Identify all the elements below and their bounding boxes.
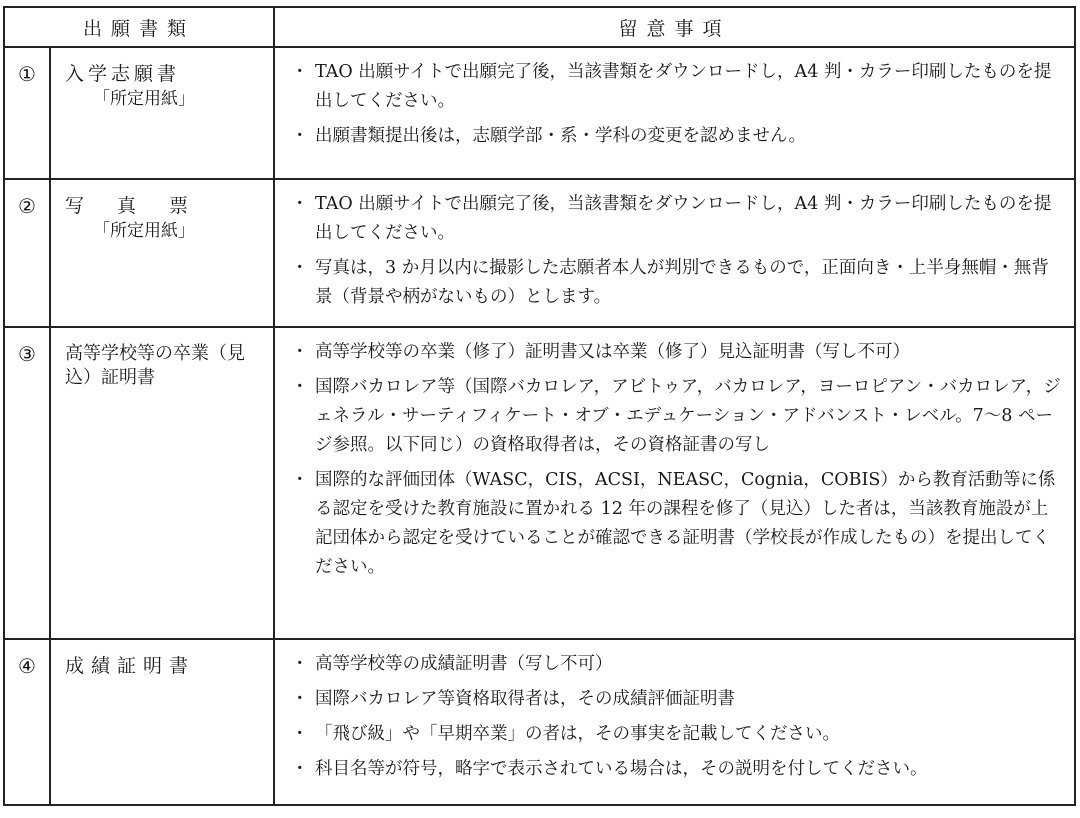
note-item: [285, 190, 1062, 248]
table-header-row: [4, 7, 1075, 47]
note-item: [285, 338, 1062, 367]
note-item: [285, 650, 1062, 679]
note-text: 科目名等が符号，略字で表示されている場合は，その説明を付してください。: [315, 759, 928, 779]
note-item: [285, 685, 1062, 714]
document-name: 入学志願書: [65, 63, 181, 85]
bullet-mark: ・: [291, 759, 309, 779]
note-text: 国際バカロレア等（国際バカロレア，アビトゥア，バカロレア，ヨーロピアン・バカロレア，ジェネラル・サーティフィケート・オブ・エデュケーション・アドバンスト・レベル。7～8 ページ参照。以下同じ）の資格取得者は，その資格証書の写し: [315, 377, 1061, 455]
note-text: 「飛び級」や「早期卒業」の者は，その事実を記載してください。: [315, 724, 841, 744]
row-number: ①: [4, 47, 50, 179]
application-documents-table: [3, 6, 1076, 806]
table-row: [4, 327, 1075, 639]
bullet-mark: ・: [291, 689, 309, 709]
row-number: ③: [4, 327, 50, 639]
bullet-mark: ・: [291, 126, 309, 146]
row-number: ②: [4, 179, 50, 327]
document-cell: [50, 639, 274, 805]
table-row: [4, 639, 1075, 805]
bullet-mark: ・: [291, 194, 309, 214]
notes-cell: [274, 327, 1075, 639]
note-item: [285, 58, 1062, 116]
note-text: 出願書類提出後は，志願学部・系・学科の変更を認めません。: [315, 126, 807, 146]
document-cell: [50, 47, 274, 179]
bullet-mark: ・: [291, 377, 309, 397]
note-text: TAO 出願サイトで出願完了後，当該書類をダウンロードし，A4 判・カラー印刷したものを提出してください。: [315, 62, 1052, 111]
note-text: 高等学校等の卒業（修了）証明書又は卒業（修了）見込証明書（写し不可）: [315, 342, 911, 362]
table-row: [4, 179, 1075, 327]
note-item: [285, 373, 1062, 460]
header-documents: 出願書類: [4, 7, 274, 47]
header-notes: 留意事項: [274, 7, 1075, 47]
document-name: 写 真 票: [65, 195, 196, 217]
bullet-mark: ・: [291, 470, 309, 490]
note-text: 高等学校等の成績証明書（写し不可）: [315, 654, 613, 674]
note-text: 写真は，3 か月以内に撮影した志願者本人が判別できるもので，正面向き・上半身無帽・無背景（背景や柄がないもの）とします。: [315, 258, 1049, 307]
bullet-mark: ・: [291, 62, 309, 82]
document-cell: [50, 179, 274, 327]
note-text: TAO 出願サイトで出願完了後，当該書類をダウンロードし，A4 判・カラー印刷したものを提出してください。: [315, 194, 1052, 243]
notes-cell: [274, 179, 1075, 327]
bullet-mark: ・: [291, 654, 309, 674]
bullet-mark: ・: [291, 342, 309, 362]
document-subtitle: 「所定用紙」: [93, 221, 195, 241]
document-cell: [50, 327, 274, 639]
notes-cell: [274, 47, 1075, 179]
note-text: 国際バカロレア等資格取得者は，その成績評価証明書: [315, 689, 736, 709]
table-row: [4, 47, 1075, 179]
row-number: ④: [4, 639, 50, 805]
document-name: 高等学校等の卒業（見込）証明書: [65, 343, 245, 388]
note-item: [285, 254, 1062, 312]
note-item: [285, 466, 1062, 582]
bullet-mark: ・: [291, 724, 309, 744]
document-subtitle: 「所定用紙」: [93, 89, 195, 109]
note-item: [285, 720, 1062, 749]
bullet-mark: ・: [291, 258, 309, 278]
document-name: 成績証明書: [65, 655, 196, 677]
notes-cell: [274, 639, 1075, 805]
note-item: [285, 755, 1062, 784]
note-item: [285, 122, 1062, 151]
note-text: 国際的な評価団体（WASC，CIS，ACSI，NEASC，Cognia，COBIS）から教育活動等に係る認定を受けた教育施設に置かれる 12 年の課程を修了（見込）した者は，当該教育施設が上記団体から認定を受けていることが確認できる証明書（学校長が作成したもの）を提出してください。: [315, 470, 1056, 577]
